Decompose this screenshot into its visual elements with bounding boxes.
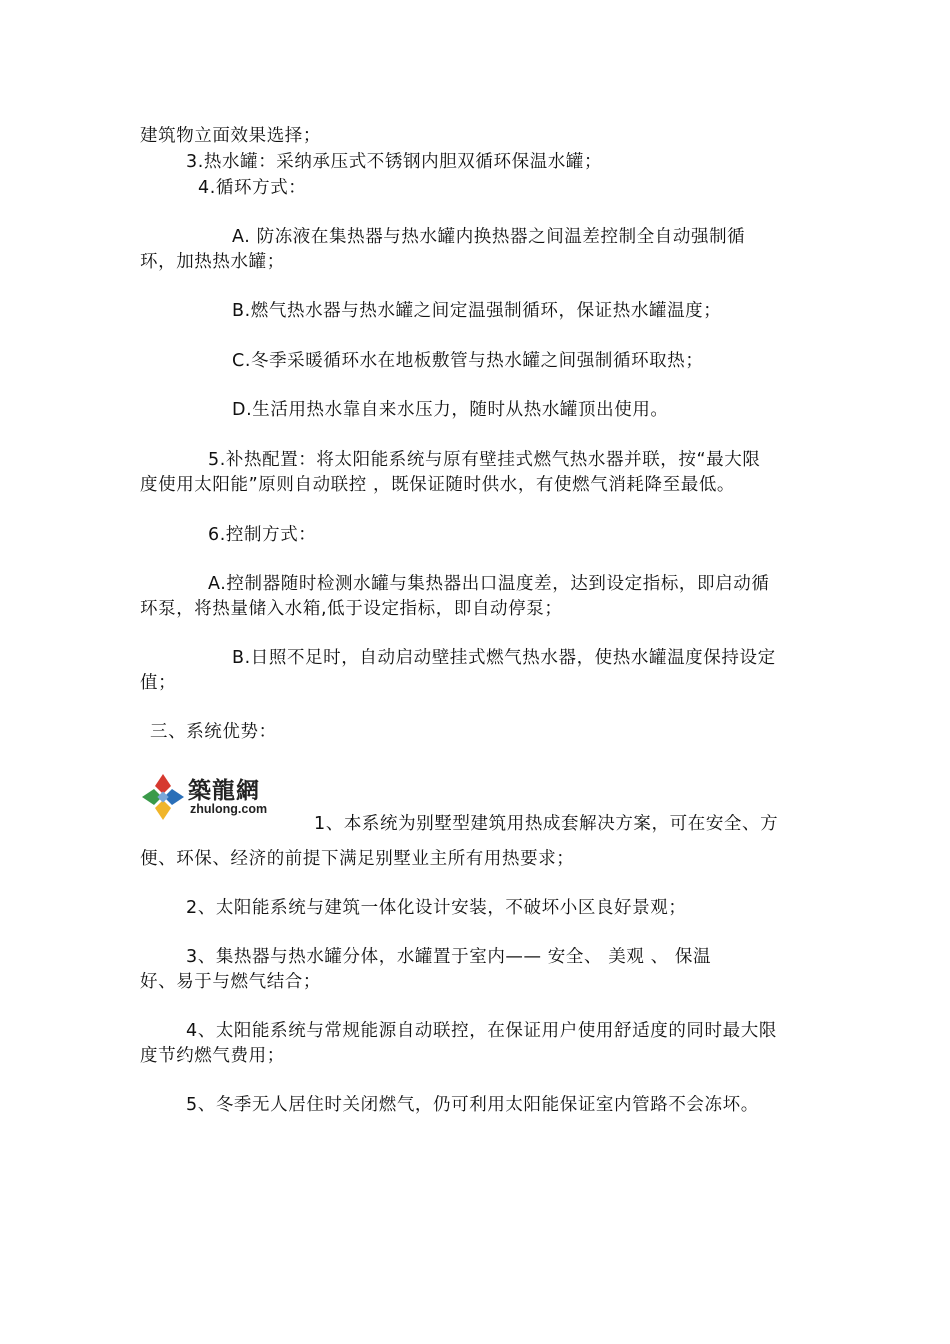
text-line: B.日照不足时，自动启动壁挂式燃气热水器，使热水罐温度保持设定 [232, 648, 776, 668]
text-line: 建筑物立面效果选择； [140, 126, 321, 146]
text-line: A.控制器随时检测水罐与集热器出口温度差，达到设定指标，即启动循 [208, 574, 770, 594]
text-line: 环，加热热水罐； [140, 252, 285, 272]
text-line: 6.控制方式： [208, 525, 317, 545]
logo-name-en: zhulong.com [190, 802, 268, 816]
logo-petal-top [155, 774, 171, 794]
section-heading: 三、系统优势： [150, 722, 277, 742]
text-line: 便、环保、经济的前提下满足别墅业主所有用热要求； [140, 849, 575, 869]
text-line: 好、易于与燃气结合； [140, 972, 321, 992]
text-line: C.冬季采暖循环水在地板敷管与热水罐之间强制循环取热； [232, 351, 704, 371]
text-line: 4、太阳能系统与常规能源自动联控，在保证用户使用舒适度的同时最大限 [186, 1021, 777, 1041]
logo-name-cn: 築龍網 [188, 777, 260, 804]
text-line: 环泵，将热量储入水箱,低于设定指标，即自动停泵； [140, 599, 563, 619]
text-line: 4.循环方式： [198, 178, 307, 198]
text-line: 度节约燃气费用； [140, 1046, 285, 1066]
zhulong-logo [140, 772, 270, 826]
text-line: 1、本系统为别墅型建筑用热成套解决方案，可在安全、方 [314, 814, 779, 834]
text-line: 3、集热器与热水罐分体，水罐置于室内—— 安全、 美观 、 保温 [186, 947, 712, 967]
text-line: 5、冬季无人居住时关闭燃气，仍可利用太阳能保证室内管路不会冻坏。 [186, 1095, 759, 1115]
logo-mark-icon [140, 772, 186, 826]
text-line: D.生活用热水靠自来水压力，随时从热水罐顶出使用。 [232, 400, 669, 420]
logo-center [157, 791, 168, 802]
text-line: 值； [140, 673, 177, 693]
text-line: 3.热水罐：采纳承压式不锈钢内胆双循环保温水罐； [186, 152, 603, 172]
logo-petal-bottom [155, 800, 171, 820]
text-line: 度使用太阳能”原则自动联控 ，既保证随时供水，有使燃气消耗降至最低。 [140, 475, 736, 495]
text-line: 5.补热配置：将太阳能系统与原有壁挂式燃气热水器并联，按“最大限 [208, 450, 761, 470]
text-line: B.燃气热水器与热水罐之间定温强制循环，保证热水罐温度； [232, 301, 722, 321]
text-line: 2、太阳能系统与建筑一体化设计安装，不破坏小区良好景观； [186, 898, 687, 918]
text-line: A. 防冻液在集热器与热水罐内换热器之间温差控制全自动强制循 [232, 227, 746, 247]
